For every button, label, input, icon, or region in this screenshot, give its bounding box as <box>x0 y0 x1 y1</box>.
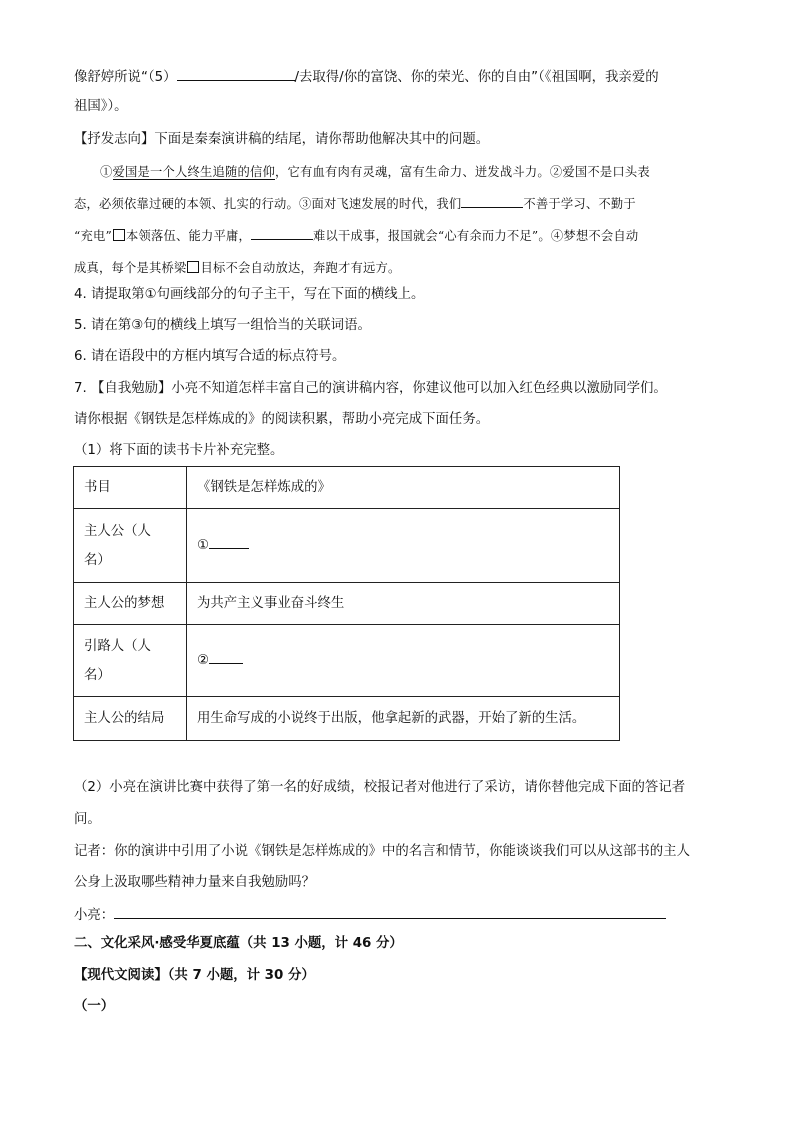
sub-question-1: （1）将下面的读书卡片补充完整。 <box>74 443 284 458</box>
answer-line <box>74 904 666 926</box>
line-2: 祖国》）。 <box>74 99 128 114</box>
table-row <box>74 467 620 509</box>
card-key-dream: 主人公的梦想 <box>74 583 187 625</box>
passage-text-2b: 不善于学习、不勤于 <box>523 197 636 211</box>
passage-text-4b: 目标不会自动放达，奔跑才有远方。 <box>200 261 401 275</box>
card-key-title: 书目 <box>74 467 187 509</box>
answer-blank-conj-2[interactable] <box>251 225 313 240</box>
speech-passage <box>74 156 724 284</box>
table-row <box>74 583 620 625</box>
card-value-title: 《钢铁是怎样炼成的》 <box>187 467 620 509</box>
passage-text-1: ，它有血有肉有灵魂，富有生命力、迸发战斗力。②爱国不是口头表 <box>274 165 650 179</box>
part-label: （一） <box>74 999 115 1014</box>
sub-question-2: （2）小亮在演讲比赛中获得了第一名的好成绩，校报记者对他进行了采访，请你替他完成下面的答记者 <box>74 780 686 795</box>
answer-blank-mentor[interactable] <box>209 649 243 664</box>
passage-text-3c: 难以干成事，报国就会“心有余而力不足”。④梦想不会自动 <box>312 229 639 243</box>
answer-blank-protagonist[interactable] <box>209 534 249 549</box>
card-value-ending: 用生命写成的小说终于出版，他拿起新的武器，开始了新的生活。 <box>187 697 620 741</box>
passage-text-2: 态，必须依靠过硬的本领、扎实的行动。③面对飞速发展的时代，我们 <box>74 197 462 211</box>
question-4: 4. 请提取第①句画线部分的句子主干，写在下面的横线上。 <box>74 287 425 302</box>
prompt-heading: 【抒发志向】下面是秦秦演讲稿的结尾，请你帮助他解决其中的问题。 <box>74 132 490 147</box>
passage-text-4a: 成真，每个是其桥梁 <box>74 261 187 275</box>
question-5: 5. 请在第③句的横线上填写一组恰当的关联词语。 <box>74 318 371 333</box>
answer-blank-xiaoliang[interactable] <box>114 904 666 919</box>
reporter-question: 记者：你的演讲中引用了小说《钢铁是怎样炼成的》中的名言和情节，你能谈谈我们可以从这部书的主人 <box>74 844 690 859</box>
section-subtitle: 【现代文阅读】（共 7 小题，计 30 分） <box>74 968 315 983</box>
section-title: 二、文化采风·感受华夏底蕴（共 13 小题，计 46 分） <box>74 936 403 951</box>
line-1-pre: 像舒婷所说“（5） <box>74 70 177 85</box>
answer-label: 小亮： <box>74 908 115 923</box>
sub-question-2-cont: 问。 <box>74 812 101 827</box>
table-row <box>74 697 620 741</box>
answer-blank-5[interactable] <box>177 66 295 81</box>
question-7-task: 请你根据《钢铁是怎样炼成的》的阅读积累，帮助小亮完成下面任务。 <box>74 412 490 427</box>
passage-text-3a: “充电” <box>74 229 112 243</box>
punctuation-box-2[interactable] <box>187 261 199 273</box>
reporter-question-cont: 公身上汲取哪些精神力量来自我勉励吗？ <box>74 875 316 890</box>
card-key-ending: 主人公的结局 <box>74 697 187 741</box>
reading-card-table <box>73 466 620 741</box>
line-1-post: /去取得/你的富饶、你的荣光、你的自由”（《祖国啊，我亲爱的 <box>294 70 659 85</box>
table-row <box>74 509 620 583</box>
card-key-mentor: 引路人（人名） <box>74 625 187 697</box>
card-value-mentor: ② <box>187 625 620 697</box>
card-key-protagonist: 主人公（人名） <box>74 509 187 583</box>
card-value-dream: 为共产主义事业奋斗终生 <box>187 583 620 625</box>
question-6: 6. 请在语段中的方框内填写合适的标点符号。 <box>74 349 346 364</box>
table-row <box>74 625 620 697</box>
punctuation-box-1[interactable] <box>113 229 125 241</box>
underlined-sentence: 爱国是一个人终生追随的信仰 <box>112 165 275 179</box>
passage-text-3b: 本领落伍、能力平庸， <box>125 229 251 243</box>
answer-blank-conj-1[interactable] <box>461 193 523 208</box>
line-1 <box>74 66 659 88</box>
card-value-protagonist: ① <box>187 509 620 583</box>
sentence-num-1: ① <box>100 165 113 179</box>
question-7: 7. 【自我勉励】小亮不知道怎样丰富自己的演讲稿内容，你建议他可以加入红色经典以激励同学们。 <box>74 381 667 396</box>
